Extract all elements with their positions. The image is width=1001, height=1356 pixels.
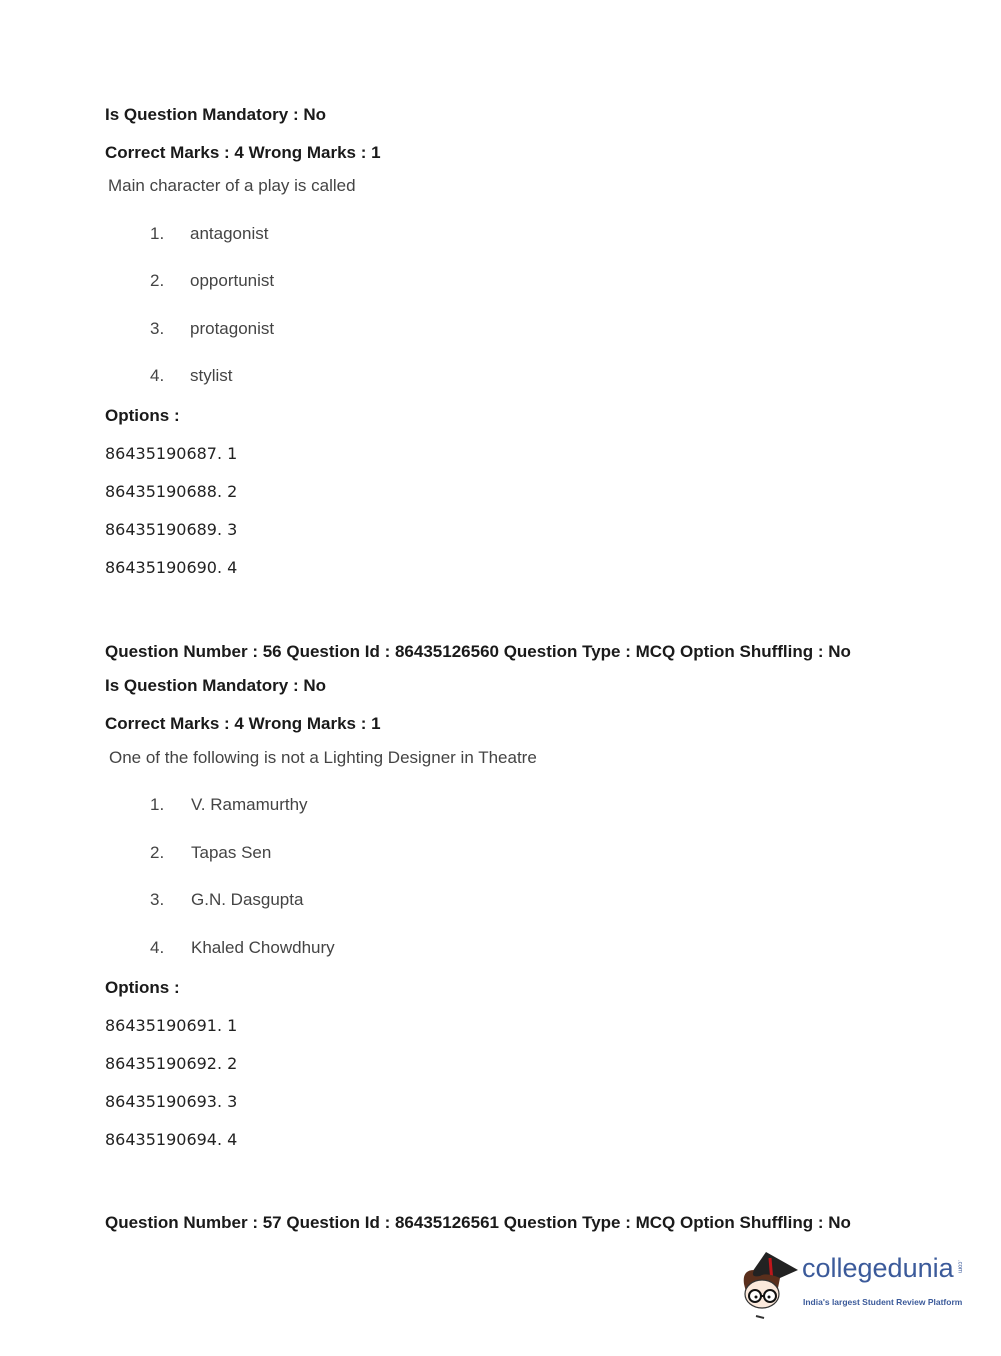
choice-label: stylist [190,366,233,385]
choice-number: 4. [150,366,165,385]
choice-number: 1. [150,795,165,814]
mandatory-label: Is Question Mandatory : No [105,676,327,695]
choice-label: Khaled Chowdhury [191,938,335,957]
options-label: Options : [105,978,180,997]
marks-label: Correct Marks : 4 Wrong Marks : 1 [105,714,381,733]
option-id: 86435190693. 3 [105,1092,238,1111]
option-id: 86435190692. 2 [105,1054,238,1073]
choice-label: Tapas Sen [191,843,272,862]
choice-number: 3. [150,319,165,338]
question-header: Question Number : 56 Question Id : 86435126560 Question Type : MCQ Option Shuffling : No [105,642,851,661]
question-text: One of the following is not a Lighting Designer in Theatre [109,748,537,767]
choice-number: 4. [150,938,165,957]
option-id: 86435190694. 4 [105,1130,238,1149]
choice-number: 2. [150,271,165,290]
mascot-icon [740,1248,802,1323]
question-57-header: Question Number : 57 Question Id : 86435126561 Question Type : MCQ Option Shuffling : No [105,1213,851,1232]
logo-tagline: India's largest Student Review Platform [803,1297,963,1307]
choice-number: 2. [150,843,165,862]
choice-label: V. Ramamurthy [191,795,308,814]
option-id: 86435190688. 2 [105,482,238,501]
choice-number: 3. [150,890,165,909]
option-id: 86435190689. 3 [105,520,238,539]
choice-label: opportunist [190,271,275,290]
choice-label: protagonist [190,319,275,338]
collegedunia-logo [740,1248,995,1323]
option-id: 86435190687. 1 [105,444,238,463]
logo-wordmark [802,1252,963,1284]
question-text: Main character of a play is called [108,176,356,195]
mandatory-label: Is Question Mandatory : No [105,105,327,124]
choice-label: antagonist [190,224,269,243]
marks-label: Correct Marks : 4 Wrong Marks : 1 [105,143,381,162]
option-id: 86435190690. 4 [105,558,238,577]
options-label: Options : [105,406,180,425]
logo-com-text: .com [956,1260,963,1274]
option-id: 86435190691. 1 [105,1016,238,1035]
choice-number: 1. [150,224,165,243]
choice-label: G.N. Dasgupta [191,890,304,909]
logo-brand-text: collegedunia [802,1253,954,1283]
